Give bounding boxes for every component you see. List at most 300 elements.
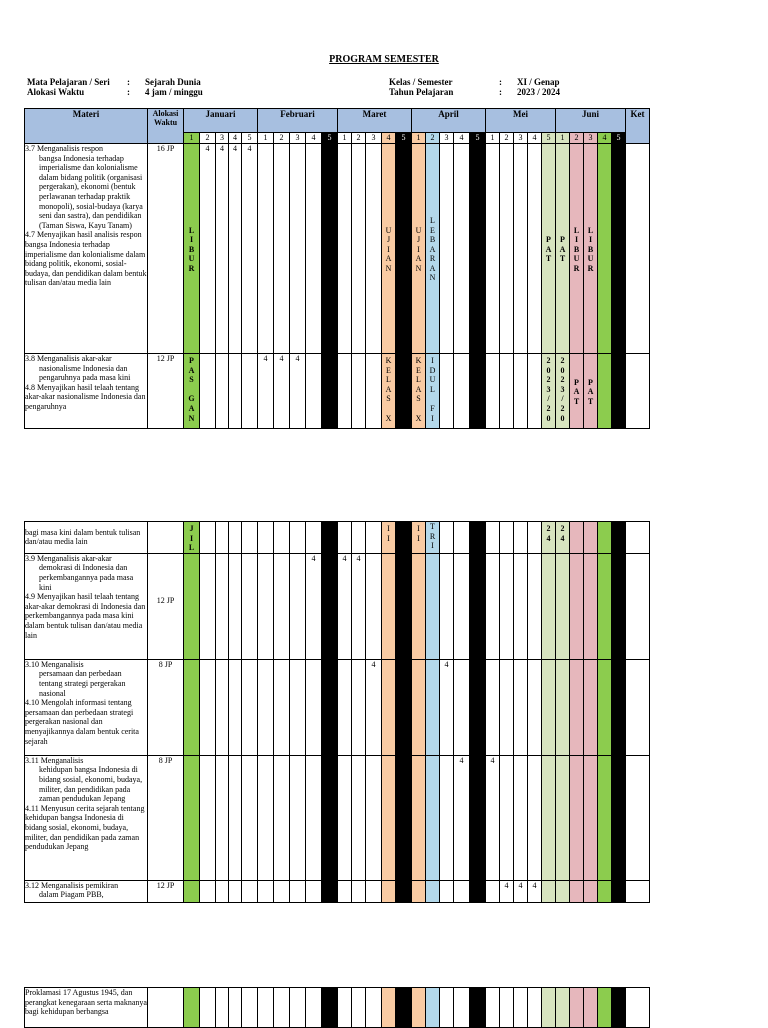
idul-label: I D U L F I bbox=[429, 356, 436, 423]
empty-cell bbox=[454, 144, 470, 354]
kd4-text: 4.10 Mengolah informasi tentang persamaan dan perbedaan strategi pergerakan nasional dan menyajikannya dalam bentuk cerita sejarah bbox=[25, 698, 139, 746]
pat-cell bbox=[556, 144, 570, 354]
week-cell: 1 bbox=[556, 133, 570, 144]
green-cell bbox=[598, 354, 612, 429]
empty-cell bbox=[229, 553, 242, 659]
alokasi-cell: 8 JP bbox=[148, 755, 184, 880]
empty-cell bbox=[216, 880, 229, 902]
peach-cell bbox=[412, 659, 426, 755]
empty-cell bbox=[306, 659, 322, 755]
empty-cell bbox=[338, 144, 352, 354]
empty-cell bbox=[290, 522, 306, 554]
libur-label: L I B U R bbox=[587, 225, 594, 273]
week-cell: 2 bbox=[500, 133, 514, 144]
week-cell: 1 bbox=[258, 133, 274, 144]
black-cell bbox=[470, 659, 486, 755]
empty-cell bbox=[528, 755, 542, 880]
black-cell bbox=[612, 354, 626, 429]
header-month-mei: Mei bbox=[486, 109, 556, 133]
empty-cell bbox=[338, 880, 352, 902]
ket-cell bbox=[626, 553, 650, 659]
week-cell: 4 bbox=[306, 133, 322, 144]
materi-cell bbox=[25, 144, 148, 354]
mar-week1: 4 bbox=[338, 553, 352, 659]
black-cell bbox=[322, 144, 338, 354]
meta-right bbox=[389, 77, 560, 97]
schedule-table-2 bbox=[24, 521, 650, 903]
empty-cell bbox=[338, 522, 352, 554]
black-cell bbox=[612, 880, 626, 902]
week-cell: 5 bbox=[242, 133, 258, 144]
rose-cell bbox=[570, 880, 584, 902]
alokasi-cell: 12 JP bbox=[148, 880, 184, 902]
empty-cell bbox=[486, 988, 500, 1028]
year-label: 2 0 2 3 / 2 0 bbox=[560, 356, 565, 423]
peach-cell bbox=[382, 988, 396, 1028]
jil-cell bbox=[184, 522, 200, 554]
empty-cell bbox=[366, 144, 382, 354]
ujian-cell bbox=[382, 144, 396, 354]
kelas-label: K E L A S X bbox=[415, 356, 422, 423]
black-cell bbox=[612, 144, 626, 354]
ket-cell bbox=[626, 880, 650, 902]
rose-cell bbox=[570, 659, 584, 755]
empty-cell bbox=[514, 755, 528, 880]
ii-label: I I bbox=[417, 524, 420, 543]
kd3-body: demokrasi di Indonesia dan perkembangannya pada masa kini bbox=[39, 563, 134, 592]
time-label: Alokasi Waktu bbox=[27, 87, 85, 97]
materi-cell bbox=[25, 553, 148, 659]
lightgreen-cell bbox=[556, 755, 570, 880]
header-month-februari: Februari bbox=[258, 109, 338, 133]
empty-cell bbox=[352, 659, 366, 755]
empty-cell bbox=[528, 988, 542, 1028]
empty-cell bbox=[500, 988, 514, 1028]
empty-cell bbox=[514, 522, 528, 554]
kelas-cell bbox=[382, 354, 396, 429]
colon: : bbox=[499, 77, 502, 87]
empty-cell bbox=[440, 988, 454, 1028]
empty-cell bbox=[528, 553, 542, 659]
kd4-text: 4.11 Menyusun cerita sejarah tentang kehidupan bangsa Indonesia di bidang sosial, ekonomi, budaya, militer, dan pendidikan pada zaman pendudukan Jepang bbox=[25, 803, 145, 852]
ket-cell bbox=[626, 755, 650, 880]
empty-cell bbox=[200, 659, 216, 755]
peach-cell bbox=[382, 755, 396, 880]
materi-cell bbox=[25, 354, 148, 429]
black-cell bbox=[470, 144, 486, 354]
black-cell bbox=[322, 522, 338, 554]
green-cell bbox=[184, 659, 200, 755]
kd3-title: 3.11 Menganalisis bbox=[25, 755, 84, 765]
empty-cell bbox=[500, 659, 514, 755]
black-cell bbox=[470, 522, 486, 554]
black-cell bbox=[612, 553, 626, 659]
libur-cell bbox=[184, 144, 200, 354]
empty-cell bbox=[366, 988, 382, 1028]
green-cell bbox=[598, 144, 612, 354]
empty-cell bbox=[242, 522, 258, 554]
lightgreen-cell bbox=[556, 988, 570, 1028]
empty-cell bbox=[366, 553, 382, 659]
jil-label: J I L bbox=[188, 524, 195, 553]
empty-cell bbox=[216, 659, 229, 755]
header-ket: Ket bbox=[626, 109, 650, 144]
lightgreen-cell bbox=[542, 880, 556, 902]
class-value: XI / Genap bbox=[517, 77, 560, 87]
black-cell bbox=[396, 988, 412, 1028]
empty-cell bbox=[440, 144, 454, 354]
empty-cell bbox=[200, 354, 216, 429]
pas-label: P A S G A N bbox=[188, 356, 195, 423]
black-cell bbox=[470, 354, 486, 429]
ujian-label: U J I A N bbox=[415, 225, 422, 273]
kd3-title: 3.12 Menganalisis pemikiran bbox=[25, 880, 119, 890]
empty-cell bbox=[338, 988, 352, 1028]
empty-cell bbox=[440, 553, 454, 659]
libur-cell bbox=[584, 144, 598, 354]
black-cell bbox=[396, 354, 412, 429]
week-cell: 5 bbox=[470, 133, 486, 144]
libur-label: L I B U R bbox=[573, 225, 580, 273]
green-cell bbox=[598, 988, 612, 1028]
blue-cell bbox=[426, 755, 440, 880]
week-cell: 2 bbox=[352, 133, 366, 144]
empty-cell bbox=[366, 354, 382, 429]
empty-cell bbox=[366, 755, 382, 880]
empty-cell bbox=[200, 553, 216, 659]
empty-cell bbox=[528, 659, 542, 755]
black-cell bbox=[612, 522, 626, 554]
colon: : bbox=[127, 87, 130, 97]
black-cell bbox=[322, 988, 338, 1028]
class-label: Kelas / Semester bbox=[389, 77, 453, 87]
header-month-januari: Januari bbox=[184, 109, 258, 133]
empty-cell bbox=[454, 988, 470, 1028]
green-cell bbox=[184, 755, 200, 880]
empty-cell bbox=[486, 144, 500, 354]
black-cell bbox=[396, 880, 412, 902]
empty-cell bbox=[352, 144, 366, 354]
empty-cell bbox=[200, 755, 216, 880]
lightgreen-cell bbox=[542, 553, 556, 659]
header-month-april: April bbox=[412, 109, 486, 133]
empty-cell bbox=[500, 553, 514, 659]
black-cell bbox=[470, 880, 486, 902]
blue-cell bbox=[426, 659, 440, 755]
rose-cell bbox=[584, 755, 598, 880]
kd3-title: 3.10 Menganalisis bbox=[25, 659, 84, 669]
pas-cell bbox=[184, 354, 200, 429]
year-label: 2 0 2 3 / 2 0 bbox=[546, 356, 551, 423]
empty-cell bbox=[216, 553, 229, 659]
week-cell: 4 bbox=[528, 133, 542, 144]
peach-cell bbox=[382, 553, 396, 659]
empty-cell bbox=[290, 880, 306, 902]
kelas-label: K E L A S X bbox=[385, 356, 392, 423]
materi-cell bbox=[25, 659, 148, 755]
libur-label: L I B U R bbox=[188, 225, 195, 273]
tri-label: T R I bbox=[429, 522, 436, 551]
kd4-text: 4.7 Menyajikan hasil analisis respon bangsa Indonesia terhadap imperialisme dan kolonialisme dalam bidang politik, ekonomi, sosial-budaya, dan pendidikan dalam bentuk tulisan dan/atau media lain bbox=[25, 230, 147, 288]
peach-cell bbox=[412, 880, 426, 902]
black-cell bbox=[396, 659, 412, 755]
week-cell: 3 bbox=[290, 133, 306, 144]
week-cell: 3 bbox=[584, 133, 598, 144]
colon: : bbox=[127, 77, 130, 87]
week-cell: 5 bbox=[612, 133, 626, 144]
feb-week2: 4 bbox=[274, 354, 290, 429]
empty-cell bbox=[229, 659, 242, 755]
mei-week2: 4 bbox=[500, 880, 514, 902]
header-month-maret: Maret bbox=[338, 109, 412, 133]
ujian-label: U J I A N bbox=[385, 225, 392, 273]
black-cell bbox=[470, 988, 486, 1028]
jan-week2: 4 bbox=[200, 144, 216, 354]
lebaran-cell bbox=[426, 144, 440, 354]
week-cell: 5 bbox=[542, 133, 556, 144]
empty-cell bbox=[500, 522, 514, 554]
pat-cell bbox=[542, 144, 556, 354]
lightgreen-cell bbox=[556, 553, 570, 659]
green-cell bbox=[598, 522, 612, 554]
empty-cell bbox=[454, 659, 470, 755]
week-cell: 2 bbox=[426, 133, 440, 144]
rose-cell bbox=[584, 553, 598, 659]
feb-week3: 4 bbox=[290, 354, 306, 429]
year-cell bbox=[556, 522, 570, 554]
blue-cell bbox=[426, 880, 440, 902]
black-cell bbox=[322, 880, 338, 902]
green-cell bbox=[184, 553, 200, 659]
empty-cell bbox=[229, 522, 242, 554]
empty-cell bbox=[290, 755, 306, 880]
kd3-body: kehidupan bangsa Indonesia di bidang sosial, ekonomi, budaya, militer, dan pendidikan pada zaman pendudukan Jepang bbox=[39, 765, 143, 804]
empty-cell bbox=[306, 988, 322, 1028]
rose-cell bbox=[570, 553, 584, 659]
black-cell bbox=[396, 144, 412, 354]
empty-cell bbox=[454, 880, 470, 902]
meta-left bbox=[27, 77, 203, 97]
empty-cell bbox=[352, 522, 366, 554]
kd4-text: 4.9 Menyajikan hasil telaah tentang akar-akar demokrasi di Indonesia dan perkembangannya pada masa kini dalam bentuk tulisan dan/atau media lain bbox=[25, 592, 146, 640]
empty-cell bbox=[200, 988, 216, 1028]
ket-cell bbox=[626, 354, 650, 429]
black-cell bbox=[322, 553, 338, 659]
ii-cell bbox=[412, 522, 426, 554]
empty-cell bbox=[338, 755, 352, 880]
year-label: Tahun Pelajaran bbox=[389, 87, 454, 97]
tri-cell bbox=[426, 522, 440, 554]
black-cell bbox=[612, 988, 626, 1028]
year-cell bbox=[556, 354, 570, 429]
empty-cell bbox=[258, 880, 274, 902]
header-alokasi: Alokasi Waktu bbox=[148, 109, 184, 144]
time-value: 4 jam / minggu bbox=[145, 87, 203, 97]
alokasi-cell bbox=[148, 522, 184, 554]
empty-cell bbox=[242, 880, 258, 902]
empty-cell bbox=[514, 553, 528, 659]
empty-cell bbox=[528, 522, 542, 554]
empty-cell bbox=[216, 988, 229, 1028]
empty-cell bbox=[242, 659, 258, 755]
kd3-title: 3.8 Menganalisis akar-akar bbox=[25, 354, 112, 363]
alokasi-cell: 12 JP bbox=[148, 354, 184, 429]
week-cell: 4 bbox=[382, 133, 396, 144]
rose-cell bbox=[584, 880, 598, 902]
week-cell: 1 bbox=[184, 133, 200, 144]
year-label: 2 4 bbox=[560, 524, 565, 543]
empty-cell bbox=[229, 880, 242, 902]
feb-week4: 4 bbox=[306, 553, 322, 659]
blue-cell bbox=[426, 553, 440, 659]
rose-cell bbox=[584, 522, 598, 554]
week-cell: 2 bbox=[570, 133, 584, 144]
empty-cell bbox=[306, 880, 322, 902]
peach-cell bbox=[382, 880, 396, 902]
week-cell: 4 bbox=[598, 133, 612, 144]
mei-week1: 4 bbox=[486, 755, 500, 880]
year-label: 2 4 bbox=[546, 524, 551, 543]
jan-week5: 4 bbox=[242, 144, 258, 354]
empty-cell bbox=[306, 522, 322, 554]
black-cell bbox=[470, 755, 486, 880]
empty-cell bbox=[528, 144, 542, 354]
empty-cell bbox=[500, 755, 514, 880]
week-cell: 3 bbox=[216, 133, 229, 144]
schedule-table-3 bbox=[24, 987, 650, 1028]
alokasi-cell: 12 JP bbox=[148, 553, 184, 659]
mei-week3: 4 bbox=[514, 880, 528, 902]
empty-cell bbox=[528, 354, 542, 429]
pat-label: P A T bbox=[559, 235, 566, 264]
green-cell bbox=[598, 659, 612, 755]
header-materi: Materi bbox=[25, 109, 148, 144]
week-cell: 2 bbox=[274, 133, 290, 144]
year-cell bbox=[542, 354, 556, 429]
empty-cell bbox=[486, 880, 500, 902]
lightgreen-cell bbox=[542, 659, 556, 755]
black-cell bbox=[322, 659, 338, 755]
week-cell: 1 bbox=[412, 133, 426, 144]
pat-cell bbox=[570, 354, 584, 429]
kd3-title: 3.7 Menganalisis respon bbox=[25, 144, 103, 153]
empty-cell bbox=[306, 354, 322, 429]
empty-cell bbox=[500, 354, 514, 429]
year-value: 2023 / 2024 bbox=[517, 87, 561, 97]
materi-cell bbox=[25, 755, 148, 880]
week-cell: 5 bbox=[322, 133, 338, 144]
mar-week2: 4 bbox=[352, 553, 366, 659]
week-cell: 3 bbox=[366, 133, 382, 144]
empty-cell bbox=[242, 354, 258, 429]
alokasi-cell bbox=[148, 988, 184, 1028]
black-cell bbox=[612, 659, 626, 755]
pat-label: P A T bbox=[587, 377, 594, 406]
mar-week3: 4 bbox=[366, 659, 382, 755]
lightgreen-cell bbox=[556, 880, 570, 902]
empty-cell bbox=[486, 553, 500, 659]
jan-week4: 4 bbox=[229, 144, 242, 354]
lightgreen-cell bbox=[556, 659, 570, 755]
empty-cell bbox=[274, 755, 290, 880]
empty-cell bbox=[486, 354, 500, 429]
peach-cell bbox=[412, 988, 426, 1028]
empty-cell bbox=[229, 988, 242, 1028]
alokasi-cell: 8 JP bbox=[148, 659, 184, 755]
empty-cell bbox=[290, 553, 306, 659]
lightgreen-cell bbox=[542, 988, 556, 1028]
feb-week1: 4 bbox=[258, 354, 274, 429]
lebaran-label: L E B A R A N bbox=[429, 215, 436, 283]
empty-cell bbox=[274, 553, 290, 659]
pat-cell bbox=[584, 354, 598, 429]
kd3-body: dalam Piagam PBB, bbox=[39, 890, 104, 900]
header-month-juni: Juni bbox=[556, 109, 626, 133]
empty-cell bbox=[258, 553, 274, 659]
empty-cell bbox=[486, 522, 500, 554]
rose-cell bbox=[570, 988, 584, 1028]
ket-cell bbox=[626, 988, 650, 1028]
blue-cell bbox=[426, 988, 440, 1028]
empty-cell bbox=[440, 522, 454, 554]
green-cell bbox=[184, 880, 200, 902]
empty-cell bbox=[366, 880, 382, 902]
empty-cell bbox=[290, 659, 306, 755]
page-title: PROGRAM SEMESTER bbox=[329, 54, 439, 65]
mei-week4: 4 bbox=[528, 880, 542, 902]
green-cell bbox=[598, 755, 612, 880]
black-cell bbox=[396, 522, 412, 554]
empty-cell bbox=[258, 659, 274, 755]
peach-cell bbox=[412, 755, 426, 880]
pat-label: P A T bbox=[545, 235, 552, 264]
empty-cell bbox=[200, 522, 216, 554]
pat-label: P A T bbox=[573, 377, 580, 406]
empty-cell bbox=[274, 659, 290, 755]
empty-cell bbox=[274, 880, 290, 902]
empty-cell bbox=[274, 144, 290, 354]
libur-cell bbox=[570, 144, 584, 354]
empty-cell bbox=[440, 354, 454, 429]
kd4-text: 4.8 Menyajikan hasil telaah tentang akar-akar nasionalisme Indonesia dan pengaruhnya bbox=[25, 382, 146, 411]
empty-cell bbox=[500, 144, 514, 354]
black-cell bbox=[470, 553, 486, 659]
empty-cell bbox=[352, 354, 366, 429]
peach-cell bbox=[382, 659, 396, 755]
empty-cell bbox=[274, 988, 290, 1028]
empty-cell bbox=[514, 988, 528, 1028]
empty-cell bbox=[352, 755, 366, 880]
green-cell bbox=[184, 988, 200, 1028]
empty-cell bbox=[216, 522, 229, 554]
empty-cell bbox=[306, 755, 322, 880]
empty-cell bbox=[486, 659, 500, 755]
empty-cell bbox=[454, 522, 470, 554]
apr-week4: 4 bbox=[454, 755, 470, 880]
empty-cell bbox=[242, 553, 258, 659]
ket-cell bbox=[626, 522, 650, 554]
black-cell bbox=[396, 755, 412, 880]
empty-cell bbox=[200, 880, 216, 902]
apr-week3: 4 bbox=[440, 659, 454, 755]
jan-week3: 4 bbox=[216, 144, 229, 354]
black-cell bbox=[612, 755, 626, 880]
empty-cell bbox=[454, 553, 470, 659]
week-cell: 3 bbox=[514, 133, 528, 144]
idul-cell bbox=[426, 354, 440, 429]
empty-cell bbox=[514, 144, 528, 354]
empty-cell bbox=[440, 755, 454, 880]
